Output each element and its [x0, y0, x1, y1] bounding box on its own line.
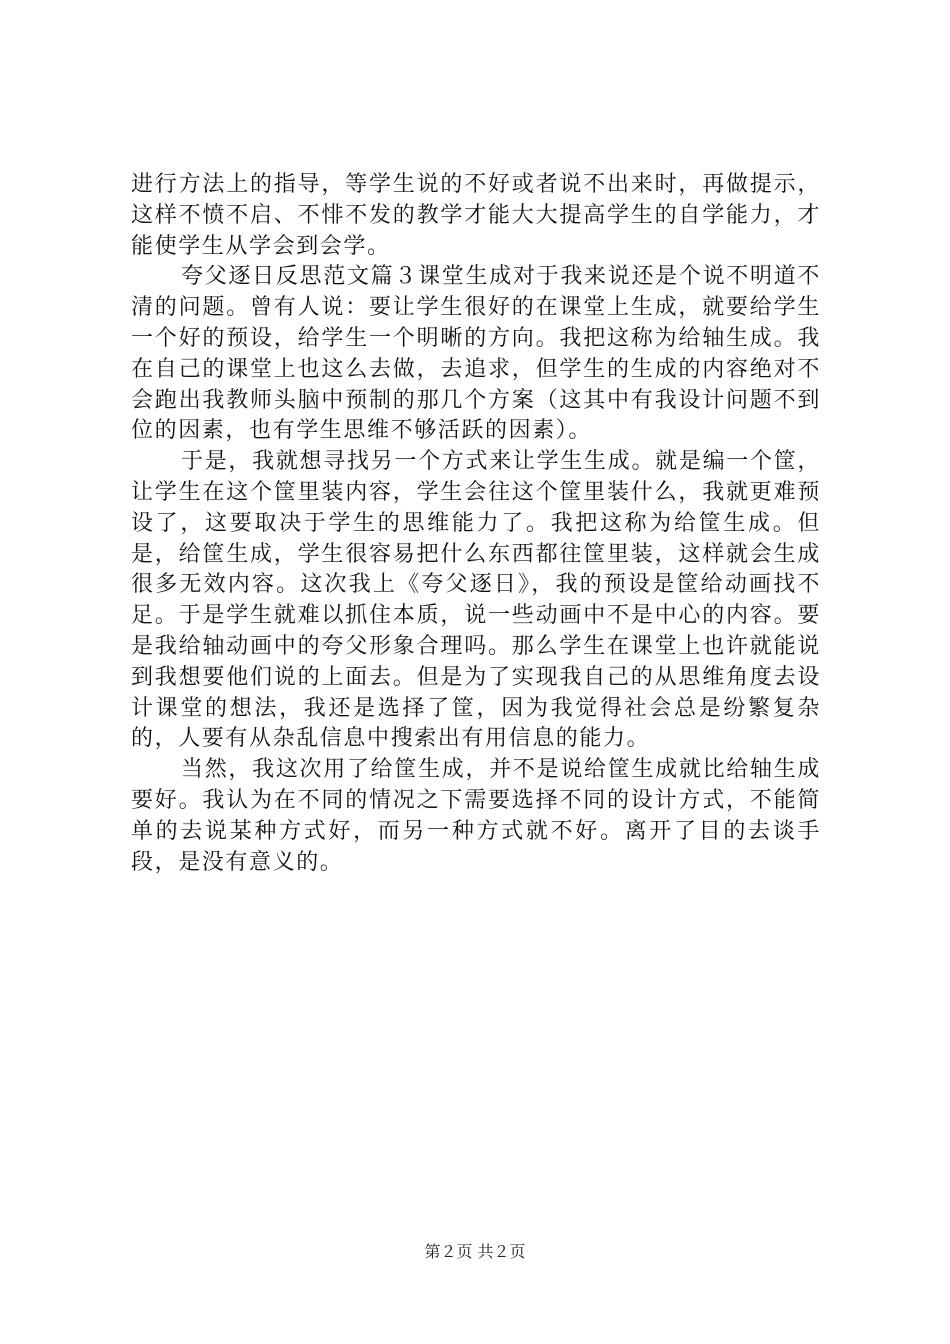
paragraph-basket-generation: 于是，我就想寻找另一个方式来让学生生成。就是编一个筐，让学生在这个筐里装内容，学生会往这个筐里装什么，我就更难预设了，这要取决于学生的思维能力了。我把这称为给筐生成。但是，给筐生成，学生很容易把什么东西都往筐里装，这样就会生成很多无效内容。这次我上《夸父逐日》，我的预设是筐给动画找不足。于是学生就难以抓住本质，说一些动画中不是中心的内容。要是我给轴动画中的夸父形象合理吗。那么学生在课堂上也许就能说到我想要他们说的上面去。但是为了实现我自己的从思维角度去设计课堂的想法，我还是选择了筐，因为我觉得社会总是纷繁复杂的，人要有从杂乱信息中搜索出有用信息的能力。: [131, 449, 821, 752]
paragraph-conclusion: 当然，我这次用了给筐生成，并不是说给筐生成就比给轴生成要好。我认为在不同的情况之下需要选择不同的设计方式，不能简单的去说某种方式好，而另一种方式就不好。离开了目的去谈手段，是没有意义的。: [131, 757, 821, 875]
document-body: [131, 170, 821, 878]
page-number-footer: 第２页 共２页: [424, 1242, 526, 1261]
paragraph-reflection-intro: 夸父逐日反思范文篇３课堂生成对于我来说还是个说不明道不清的问题。曾有人说：要让学生很好的在课堂上生成，就要给学生一个好的预设，给学生一个明晰的方向。我把这称为给轴生成。我在自己的课堂上也这么去做，去追求，但学生的生成的内容绝对不会跑出我教师头脑中预制的那几个方案（这其中有我设计问题不到位的因素，也有学生思维不够活跃的因素）。: [131, 264, 821, 444]
paragraph-continuation: 进行方法上的指导，等学生说的不好或者说不出来时，再做提示，这样不愤不启、不悱不发的教学才能大大提高学生的自学能力，才能使学生从学会到会学。: [131, 172, 821, 259]
